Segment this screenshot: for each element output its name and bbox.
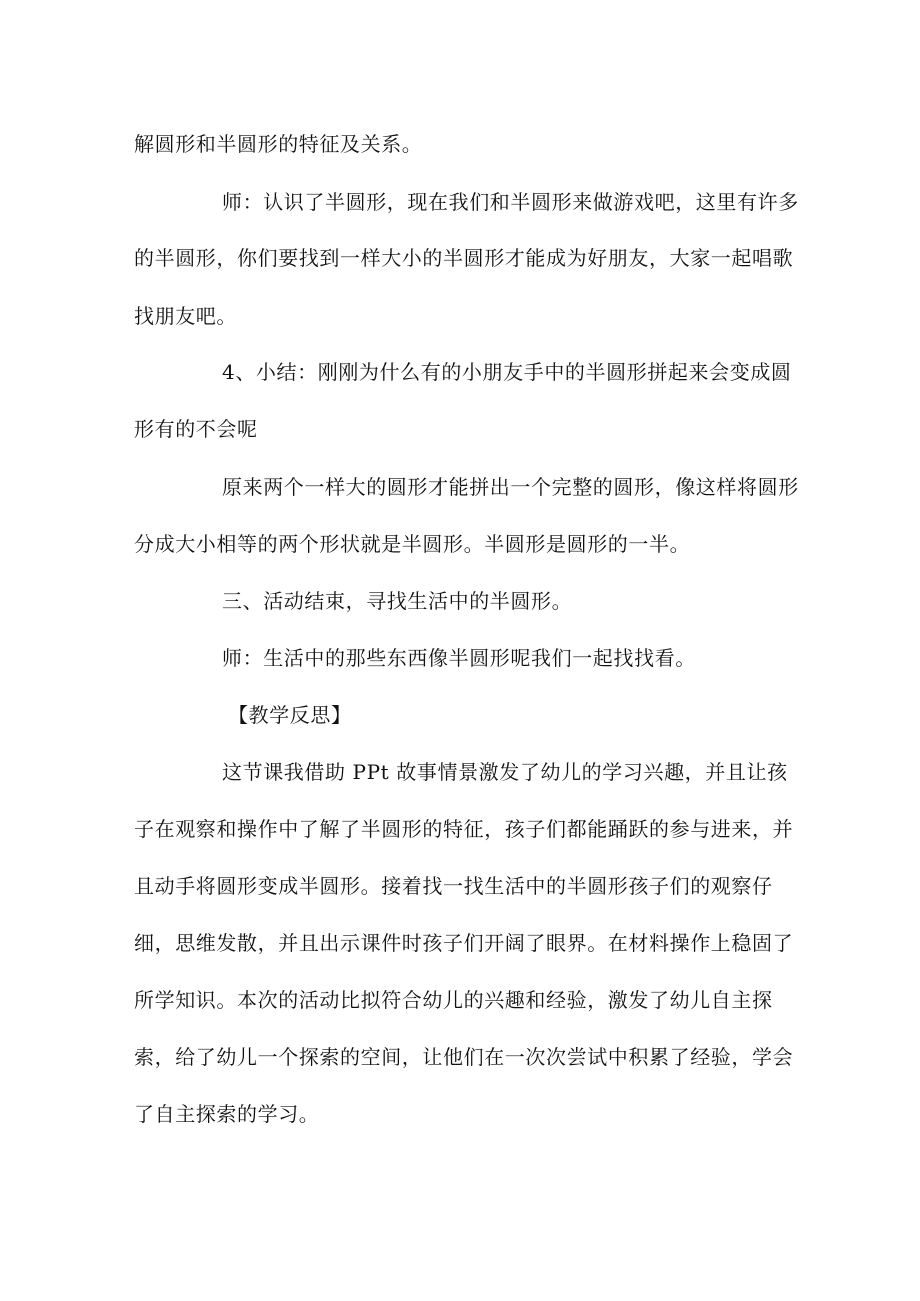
text-line: 索，给了幼儿一个探索的空间，让他们在一次次尝试中积累了经验，学会 (134, 1045, 794, 1069)
text-line: 所学知识。本次的活动比拟符合幼儿的兴趣和经验，激发了幼儿自主探 (134, 988, 773, 1012)
text-line: 了自主探索的学习。 (134, 1102, 320, 1126)
text-line: 且动手将圆形变成半圆形。接着找一找生活中的半圆形孩子们的观察仔 (134, 874, 773, 898)
text-line: 师：认识了半圆形，现在我们和半圆形来做游戏吧，这里有许多 (222, 190, 799, 214)
text-line: 分成大小相等的两个形状就是半圆形。半圆形是圆形的一半。 (134, 532, 691, 556)
section-heading: 三、活动结束，寻找生活中的半圆形。 (222, 589, 573, 613)
text-line: 细，思维发散，并且出示课件时孩子们开阔了眼界。在材料操作上稳固了 (134, 931, 794, 955)
text-line: 解圆形和半圆形的特征及关系。 (134, 132, 423, 156)
text-line: 形有的不会呢 (134, 417, 258, 441)
text-line: 师：生活中的那些东西像半圆形呢我们一起找找看。 (222, 646, 696, 670)
text-line: 的半圆形，你们要找到一样大小的半圆形才能成为好朋友，大家一起唱歌 (134, 246, 794, 270)
text-line: 子在观察和操作中了解了半圆形的特征，孩子们都能踊跃的参与进来，并 (134, 817, 794, 841)
text-line: 这节课我借助 PPt 故事情景激发了幼儿的学习兴趣，并且让孩 (222, 760, 788, 784)
text-line: 找朋友吧。 (134, 304, 237, 328)
text-line: 4、小结：刚刚为什么有的小朋友手中的半圆形拼起来会变成圆 (222, 360, 792, 384)
text-line: 原来两个一样大的圆形才能拼出一个完整的圆形，像这样将圆形 (222, 475, 799, 499)
section-heading: 【教学反思】 (228, 703, 352, 727)
